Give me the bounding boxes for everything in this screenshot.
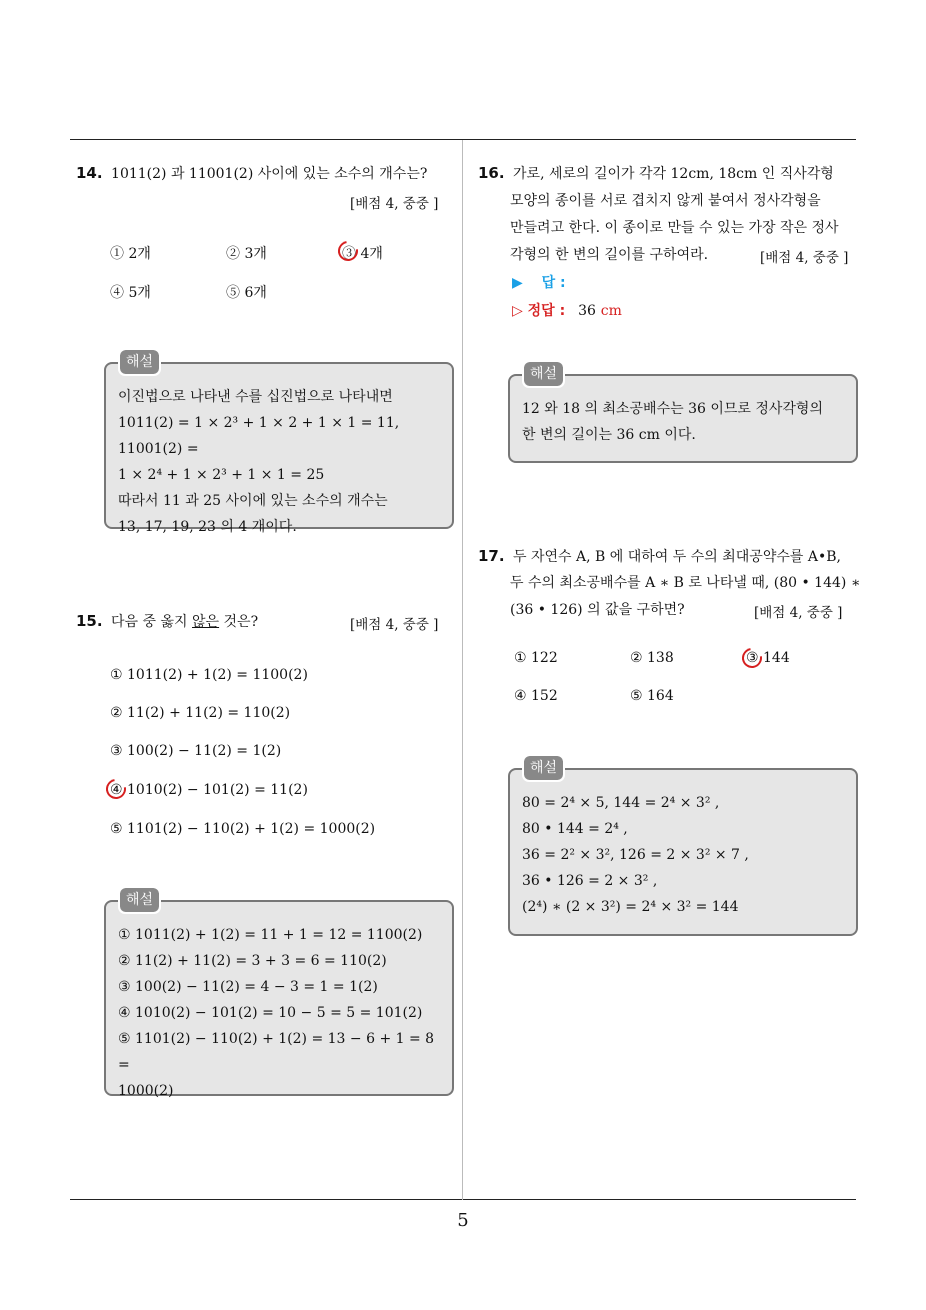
choice-2[interactable]: ② 11(2) + 11(2) = 110(2) xyxy=(110,705,291,721)
question-text: 1011(2) 과 11001(2) 사이에 있는 소수의 개수는? xyxy=(111,166,428,182)
question-number: 15. xyxy=(76,612,103,630)
choice-1[interactable]: ① 2개 xyxy=(110,246,151,262)
play-arrow-icon: ▶ xyxy=(512,275,523,291)
top-rule xyxy=(70,139,856,140)
choice-5[interactable]: ⑤ 6개 xyxy=(226,285,267,301)
solution-line: ② 11(2) + 11(2) = 3 + 3 = 6 = 110(2) xyxy=(118,953,387,969)
choice-2[interactable]: ② 138 xyxy=(630,650,674,666)
choice-3[interactable]: ③ 4개 xyxy=(342,246,383,262)
question-line: (36 • 126) 의 값을 구하면? xyxy=(510,602,685,618)
correct-answer-row xyxy=(512,300,622,320)
solution-line: 80 • 144 = 2⁴ , xyxy=(522,821,628,837)
solution-line: 13, 17, 19, 23 의 4 개이다. xyxy=(118,519,297,535)
correct-value: 36 xyxy=(578,303,596,319)
question-text-end: 것은? xyxy=(219,614,259,630)
question-number: 14. xyxy=(76,164,103,182)
correct-unit: cm xyxy=(600,303,622,319)
solution-line: 이진법으로 나타낸 수를 십진법으로 나타내면 xyxy=(118,389,393,405)
choice-4[interactable]: ④ 152 xyxy=(514,688,558,704)
solution-line: 36 = 2² × 3², 126 = 2 × 3² × 7 , xyxy=(522,847,749,863)
solution-box xyxy=(104,892,454,1099)
points-label: [배점 4, 중중 ] xyxy=(754,605,843,621)
choice-2[interactable]: ② 3개 xyxy=(226,246,267,262)
solution-line: (2⁴) ∗ (2 × 3²) = 2⁴ × 3² = 144 xyxy=(522,899,739,915)
choice-1[interactable]: ① 1011(2) + 1(2) = 1100(2) xyxy=(110,667,308,683)
solution-box xyxy=(508,760,858,936)
solution-tag: 해설 xyxy=(524,756,563,780)
question-line: 두 자연수 A, B 에 대하여 두 수의 최대공약수를 A•B, xyxy=(513,549,841,565)
choice-5[interactable]: ⑤ 1101(2) − 110(2) + 1(2) = 1000(2) xyxy=(110,821,376,837)
solution-line: 한 변의 길이는 36 cm 이다. xyxy=(522,427,696,443)
bottom-rule xyxy=(70,1199,856,1200)
answer-mark-icon xyxy=(738,644,766,672)
column-divider xyxy=(462,140,463,1200)
solution-line: ① 1011(2) + 1(2) = 11 + 1 = 12 = 1100(2) xyxy=(118,927,423,943)
choice-4[interactable]: ④ 1010(2) − 101(2) = 11(2) xyxy=(110,782,308,798)
question-line: 만들려고 한다. 이 종이로 만들 수 있는 가장 작은 정사 xyxy=(510,220,839,236)
question-number: 17. xyxy=(478,547,505,565)
question-16 xyxy=(478,161,858,186)
solution-line: 따라서 11 과 25 사이에 있는 소수의 개수는 xyxy=(118,493,388,509)
question-14 xyxy=(76,161,456,186)
solution-line: 80 = 2⁴ × 5, 144 = 2⁴ × 3² , xyxy=(522,795,720,811)
question-underline: 않은 xyxy=(192,614,220,630)
solution-line: ⑤ 1101(2) − 110(2) + 1(2) = 13 − 6 + 1 = 8 = xyxy=(118,1031,435,1073)
question-line: 모양의 종이를 서로 겹치지 않게 붙여서 정사각형을 xyxy=(510,193,821,209)
choice-1[interactable]: ① 122 xyxy=(514,650,558,666)
choice-3[interactable]: ③ 144 xyxy=(746,650,790,666)
choice-5[interactable]: ⑤ 164 xyxy=(630,688,674,704)
solution-line: 12 와 18 의 최소공배수는 36 이므로 정사각형의 xyxy=(522,401,823,417)
solution-box xyxy=(104,354,454,535)
solution-tag: 해설 xyxy=(120,888,159,912)
answer-row xyxy=(512,272,566,292)
solution-tag: 해설 xyxy=(524,362,563,386)
outline-arrow-icon: ▷ xyxy=(512,303,523,319)
points-label: [배점 4, 중중 ] xyxy=(760,250,849,266)
question-line: 두 수의 최소공배수를 A ∗ B 로 나타낼 때, (80 • 144) ∗ xyxy=(510,575,861,591)
points-label: [배점 4, 중중 ] xyxy=(350,617,439,633)
solution-line: ③ 100(2) − 11(2) = 4 − 3 = 1 = 1(2) xyxy=(118,979,378,995)
question-number: 16. xyxy=(478,164,505,182)
question-line: 각형의 한 변의 길이를 구하여라. xyxy=(510,247,709,263)
answer-mark-icon xyxy=(102,775,130,803)
correct-label: 정답 : xyxy=(527,303,566,319)
choice-4[interactable]: ④ 5개 xyxy=(110,285,151,301)
solution-box xyxy=(508,366,858,463)
points-label: [배점 4, 중중 ] xyxy=(350,196,439,212)
question-text: 다음 중 옳지 xyxy=(111,614,193,630)
solution-line: 1000(2) xyxy=(118,1083,174,1099)
solution-line: 36 • 126 = 2 × 3² , xyxy=(522,873,658,889)
solution-line: 1011(2) = 1 × 2³ + 1 × 2 + 1 × 1 = 11, 11001(2) = xyxy=(118,415,400,457)
page-number: 5 xyxy=(457,1210,469,1231)
answer-label: 답 : xyxy=(541,275,566,291)
solution-tag: 해설 xyxy=(120,350,159,374)
question-17 xyxy=(478,544,863,569)
solution-line: ④ 1010(2) − 101(2) = 10 − 5 = 5 = 101(2) xyxy=(118,1005,423,1021)
choice-3[interactable]: ③ 100(2) − 11(2) = 1(2) xyxy=(110,743,282,759)
question-line: 가로, 세로의 길이가 각각 12cm, 18cm 인 직사각형 xyxy=(513,166,834,182)
solution-line: 1 × 2⁴ + 1 × 2³ + 1 × 1 = 25 xyxy=(118,467,325,483)
question-15 xyxy=(76,609,336,634)
